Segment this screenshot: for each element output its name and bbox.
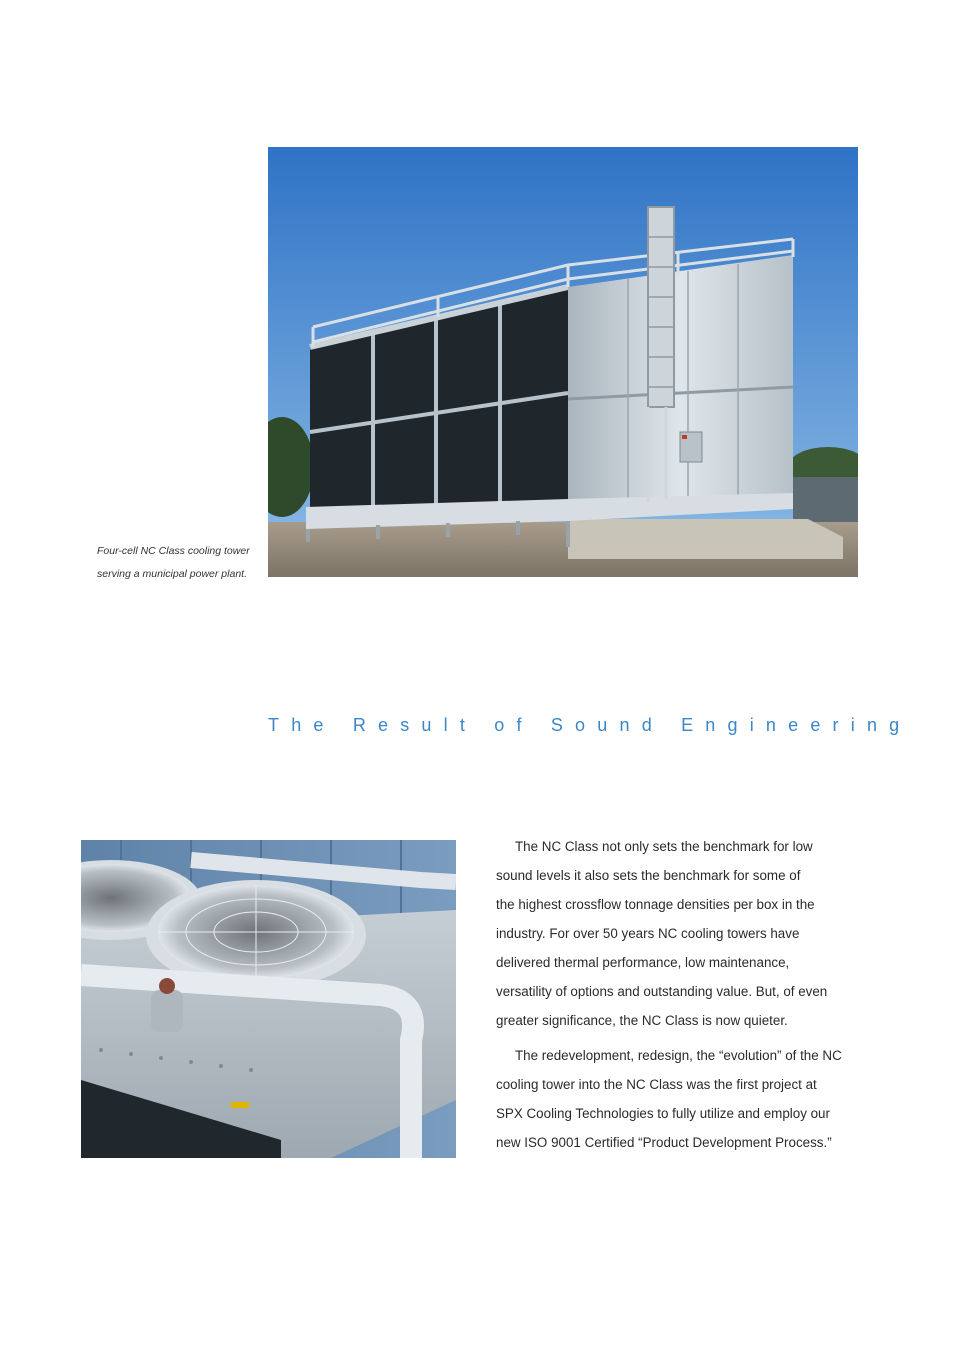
paragraph-2 [496,1041,868,1157]
body-text [496,832,868,1157]
text-line: delivered thermal performance, low maintenance, [496,955,790,970]
text-line: industry. For over 50 years NC cooling towers have [496,926,800,941]
caption-line-2: serving a municipal power plant. [97,568,247,580]
caption-line-1: Four-cell NC Class cooling tower [97,545,250,557]
text-line: sound levels it also sets the benchmark for some of [496,868,801,883]
text-line: cooling tower into the NC Class was the first project at [496,1077,817,1092]
paragraph-1 [496,832,868,1035]
text-line: new ISO 9001 Certified “Product Development Process.” [496,1135,832,1150]
cooling-tower-photo [268,147,858,577]
text-line: The NC Class not only sets the benchmark for low [515,839,813,854]
text-line: greater significance, the NC Class is now quieter. [496,1013,788,1028]
text-line: versatility of options and outstanding value. But, of even [496,984,828,999]
fan-deck-photo [81,840,456,1158]
text-line: SPX Cooling Technologies to fully utilize and employ our [496,1106,830,1121]
text-line: The redevelopment, redesign, the “evolution” of the NC [515,1048,842,1063]
section-heading: The Result of Sound Engineering [268,715,912,735]
photo-caption [97,540,257,586]
text-line: the highest crossflow tonnage densities per box in the [496,897,815,912]
